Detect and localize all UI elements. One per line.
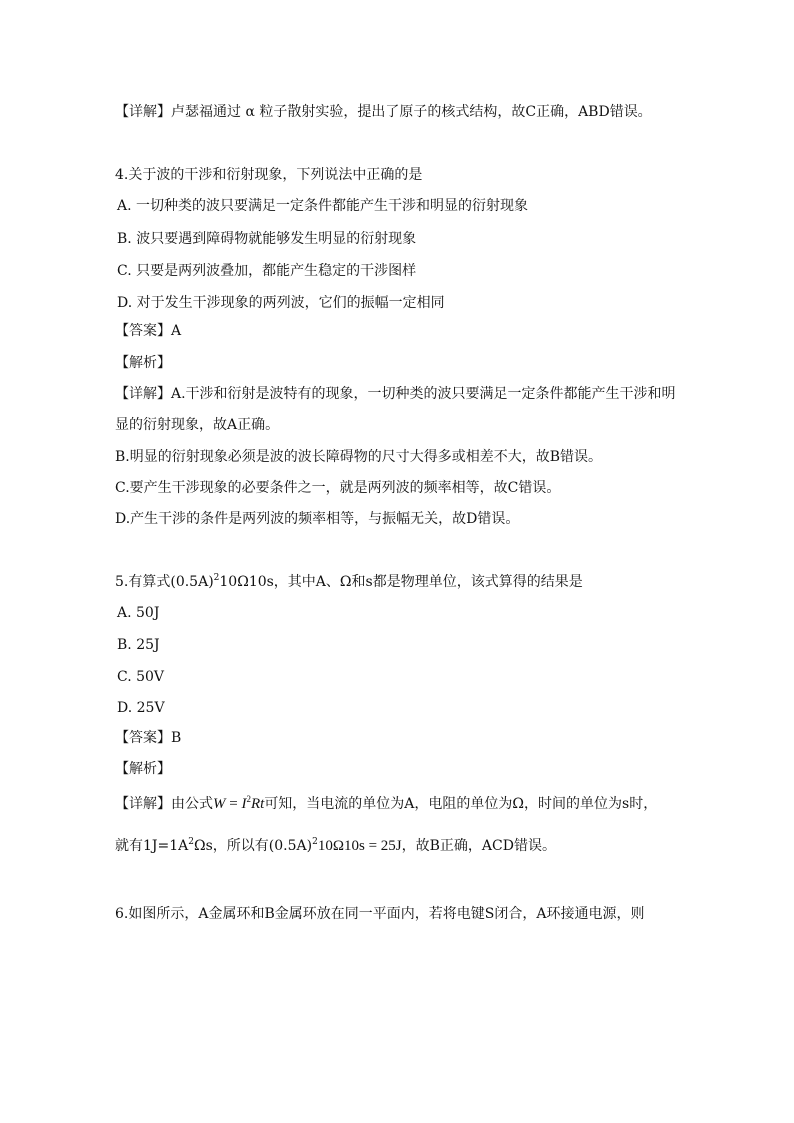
- q5-detail2-equation: 10Ω10s = 25J: [317, 838, 402, 854]
- q5-detail2-exponent-2: 2: [312, 837, 318, 847]
- q5-detail2-mid: Ωs，所以有(0.5A): [194, 838, 313, 854]
- formula-w-eq-i2rt: [213, 796, 264, 812]
- q5-stem: [115, 573, 583, 591]
- q4-detail-line: D.产生干涉的条件是两列波的频率相等，与振幅无关，故D错误。: [115, 511, 520, 527]
- formula-i: I: [241, 796, 247, 812]
- q5-option-b: B. 25J: [117, 637, 160, 653]
- q5-detail2-prefix: 就有1J=1A: [115, 838, 189, 854]
- q4-option-c: C. 只要是两列波叠加，都能产生稳定的干涉图样: [117, 263, 417, 279]
- q5-detail-line-1: [115, 795, 657, 813]
- q5-stem-exponent: 2: [213, 573, 220, 583]
- q5-option-d: D. 25V: [117, 700, 165, 716]
- q5-detail1-suffix: 可知，当电流的单位为A，电阻的单位为Ω，时间的单位为s时，: [264, 796, 658, 812]
- q5-detail-line-2: [115, 837, 556, 855]
- q5-analysis-label: 【解析】: [115, 761, 171, 777]
- q4-detail-line: C.要产生干涉现象的必要条件之一，就是两列波的频率相等，故C错误。: [115, 480, 561, 496]
- formula-exponent: 2: [246, 794, 251, 804]
- q5-detail1-prefix: 【详解】由公式: [115, 796, 213, 812]
- formula-w: W: [213, 796, 226, 812]
- q4-option-b: B. 波只要遇到障碍物就能够发生明显的衍射现象: [117, 231, 417, 247]
- q4-option-d: D. 对于发生干涉现象的两列波，它们的振幅一定相同: [117, 295, 445, 311]
- q4-answer: 【答案】A: [115, 323, 182, 339]
- q4-option-a: A. 一切种类的波只要满足一定条件都能产生干涉和明显的衍射现象: [117, 198, 529, 214]
- q6-stem: 6.如图所示，A金属环和B金属环放在同一平面内，若将电键S闭合，A环接通电源，则: [115, 906, 645, 922]
- q4-analysis-label: 【解析】: [115, 355, 171, 371]
- q5-detail2-exponent: 2: [188, 837, 195, 847]
- formula-rt: Rt: [250, 796, 265, 812]
- q5-option-c: C. 50V: [117, 669, 165, 685]
- q4-detail-line: 显的衍射现象，故A正确。: [115, 417, 280, 433]
- formula-equals: =: [225, 796, 242, 812]
- prev-detail: 【详解】卢瑟福通过 α 粒子散射实验，提出了原子的核式结构，故C正确，ABD错误。: [115, 104, 652, 120]
- q4-detail-line: B.明显的衍射现象必须是波的波长障碍物的尺寸大得多或相差不大，故B错误。: [115, 449, 603, 465]
- q5-answer: 【答案】B: [115, 730, 182, 746]
- q5-stem-prefix: 5.有算式(0.5A): [115, 574, 214, 590]
- q4-stem: 4.关于波的干涉和衍射现象，下列说法中正确的是: [115, 167, 423, 183]
- q5-detail2-suffix: ，故B正确，ACD错误。: [401, 838, 556, 854]
- q5-stem-suffix: 10Ω10s，其中A、Ω和s都是物理单位，该式算得的结果是: [219, 574, 583, 590]
- q5-option-a: A. 50J: [117, 605, 160, 621]
- q4-detail-line: 【详解】A.干涉和衍射是波特有的现象，一切种类的波只要满足一定条件都能产生干涉和明: [115, 386, 676, 402]
